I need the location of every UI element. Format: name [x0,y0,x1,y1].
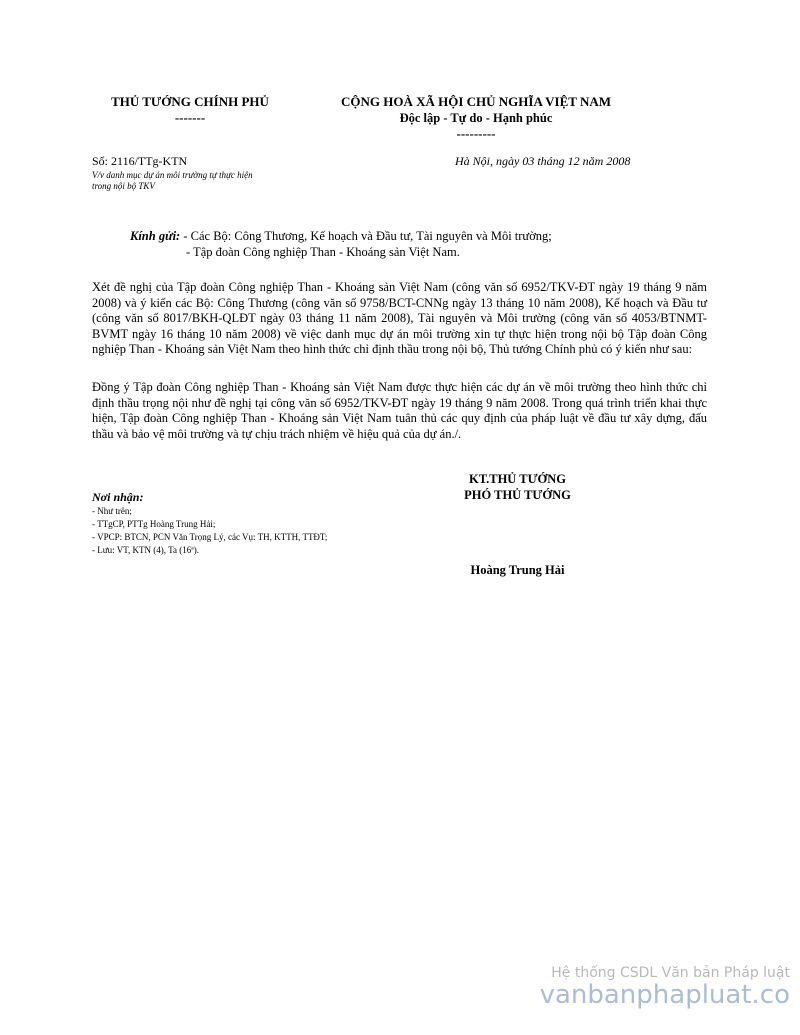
watermark-caption: Hệ thống CSDL Văn bản Pháp luật [551,965,790,981]
list-item: - Lưu: VT, KTN (4), Ta (16ª). [92,545,199,555]
recipients-list-title: Nơi nhận: [92,490,144,504]
addressee-2: - Tập đoàn Công nghiệp Than - Khoáng sản Việt Nam. [186,245,460,259]
recipients-list [92,505,327,557]
national-header [318,94,634,142]
subject-line-2: trong nội bộ TKV [92,181,155,191]
addressees [130,228,552,260]
body-paragraph-2: Đồng ý Tập đoàn Công nghiệp Than - Khoáng sản Việt Nam được thực hiện các dự án về môi trường theo hình thức chỉ định thầu trọng nội như đề nghị tại công văn số 6952/TKV-ĐT ngày 19 tháng 9 năm 2008. Trong quá trình triển khai thực hiện, Tập đoàn Công nghiệp Than - Khoáng sản Việt Nam tuân thủ các quy định của pháp luật về đầu tư xây dựng, đấu thầu và bảo vệ môi trường và tự chịu trách nhiệm về hiệu quả của dự án./. [92,380,707,441]
motto: Độc lập - Tự do - Hạnh phúc [399,111,553,125]
addressees-label: Kính gửi: [130,229,181,243]
motto-separator: --------- [456,126,496,141]
signature-block [430,471,605,503]
body-paragraph-1: Xét đề nghị của Tập đoàn Công nghiệp Than - Khoáng sản Việt Nam (công văn số 6952/TKV-ĐT ngày 19 tháng 9 năm 2008) và ý kiến các Bộ: Công Thương (công văn số 9758/BCT-CNNg ngày 13 tháng 10 năm 2008), Kế hoạch và Đầu tư (công văn số 8017/BKH-QLĐT ngày 03 tháng 11 năm 2008), Tài nguyên và Môi trường (công văn số 4053/BTNMT-BVMT ngày 16 tháng 10 năm 2008) về việc danh mục dự án môi trường xin tự thực hiện trong nội bộ Tập đoàn Công nghiệp Than - Khoáng sản Việt Nam theo hình thức chỉ định thầu trong nội bộ, Thủ tướng Chính phủ có ý kiến như sau: [92,280,707,356]
list-item: - Như trên; [92,506,132,516]
signature-title-2: PHÓ THỦ TƯỚNG [464,488,571,502]
signer-name: Hoàng Trung Hải [470,563,565,577]
watermark-site: vanbanphapluat.co [539,980,790,1010]
addressee-1: - Các Bộ: Công Thương, Kế hoạch và Đầu tư, Tài nguyên và Môi trường; [180,229,552,243]
issuer-separator: ------- [174,110,206,125]
signature-title-1: KT.THỦ TƯỚNG [468,472,566,486]
nation-name: CỘNG HOÀ XÃ HỘI CHỦ NGHĨA VIỆT NAM [340,94,612,109]
subject-line-1: V/v danh mục dự án môi trường tự thực hiện [92,170,253,180]
list-item: - VPCP: BTCN, PCN Văn Trọng Lý, các Vụ: TH, KTTH, TTĐT; [92,532,328,542]
list-item: - TTgCP, PTTg Hoàng Trung Hải; [92,519,216,529]
document-subject [92,170,312,192]
place-date: Hà Nội, ngày 03 tháng 12 năm 2008 [455,154,631,168]
document-number: Số: 2116/TTg-KTN [92,154,188,168]
issuer-header [95,94,285,126]
issuer-name: THỦ TƯỚNG CHÍNH PHỦ [111,94,269,109]
